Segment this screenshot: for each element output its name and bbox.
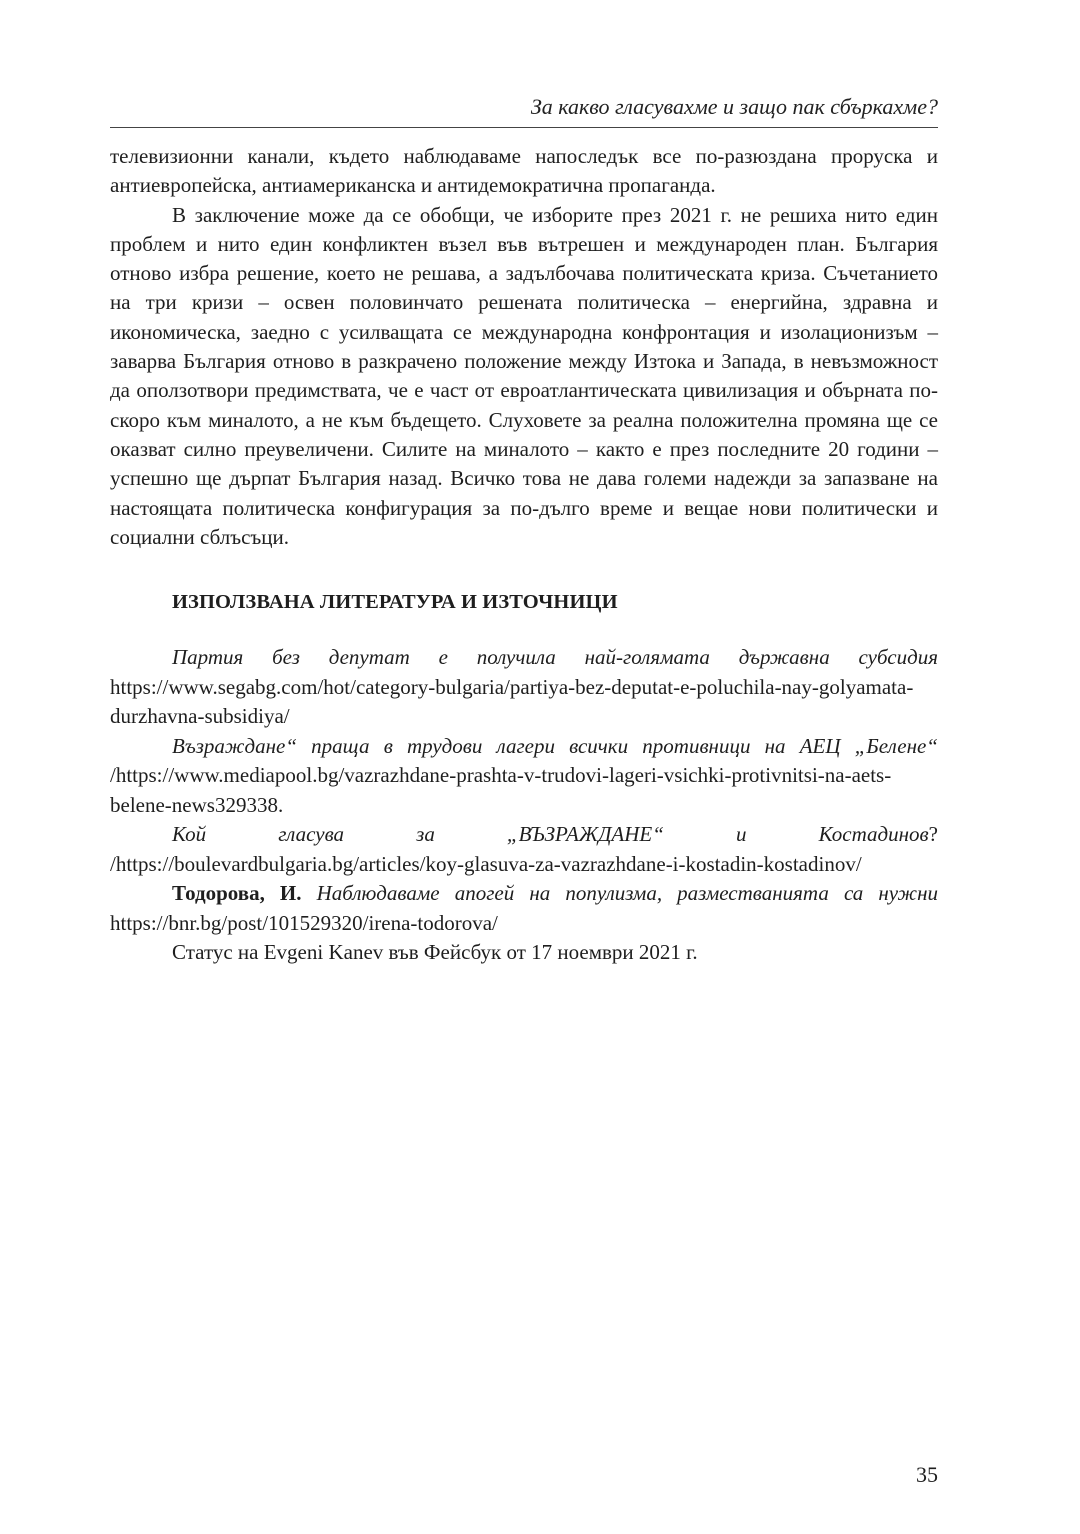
- body-text: [110, 142, 938, 968]
- running-header: За какво гласувахме и защо пак сбъркахме?: [530, 94, 938, 119]
- paragraph-continued: телевизионни канали, където наблюдаваме напоследък все по-разюздана проруска и антиевропейска, антиамериканска и антидемократична пропаганда.: [110, 144, 938, 198]
- reference-title: Партия без депутат е получила най-голямата държавна субсидия: [172, 645, 938, 670]
- reference-text: https://www.segabg.com/hot/category-bulgaria/partiya-bez-deputat-e-poluchila-nay-golyamata-durzhavna-subsidiya/: [110, 674, 914, 729]
- reference-text: /https://www.mediapool.bg/vazrazhdane-prashta-v-trudovi-lageri-vsichki-protivnitsi-na-aets-belene-news329338.: [110, 763, 892, 817]
- header-rule: [110, 127, 938, 128]
- reference-item: [110, 820, 938, 879]
- reference-item: [110, 938, 938, 968]
- reference-item: [110, 643, 938, 732]
- reference-title: Възраждане“ праща в трудови лагери всички противници на АЕЦ „Белене“: [172, 733, 938, 758]
- reference-author: Тодорова, И.: [172, 881, 302, 906]
- reference-item: [110, 879, 938, 938]
- references-list: [110, 643, 938, 968]
- reference-item: [110, 732, 938, 821]
- reference-title: Кой гласува за „ВЪЗРАЖДАНЕ“ и Костадинов: [172, 822, 929, 847]
- document-page: [110, 0, 938, 1534]
- reference-title: Наблюдаваме апогей на популизма, разместванията са нужни: [301, 881, 938, 906]
- reference-text: https://bnr.bg/post/101529320/irena-todorova/: [110, 910, 498, 935]
- page-number: 35: [916, 1462, 938, 1487]
- reference-text: Статус на Evgeni Kanev във Фейсбук от 17 ноември 2021 г.: [172, 940, 698, 965]
- references-heading: ИЗПОЛЗВАНА ЛИТЕРАТУРА И ИЗТОЧНИЦИ: [172, 591, 618, 614]
- reference-text: ? /https://boulevardbulgaria.bg/articles/koy-glasuva-za-vazrazhdane-i-kostadin-kostadinov/: [110, 822, 938, 876]
- paragraph-conclusion: В заключение може да се обобщи, че изборите през 2021 г. не решиха нито един проблем и нито един конфликтен възел във вътрешен и международен план. България отново избра решение, което не решава, а задълбочава политическата криза. Съчетанието на три кризи – освен половинчато решената политическа – енергийна, здравна и икономическа, заедно с усилващата се международна конфронтация и изолационизъм – заварва България отново в разкрачено положение между Изтока и Запада, в невъзможност да оползотвори предимствата, че е част от евроатлантическата цивилизация и обърната по-скоро към миналото, а не към бъдещето. Слуховете за реална положителна промяна ще се оказват силно преувеличени. Силите на миналото – както е през последните 20 години – успешно ще дърпат България назад. Всичко това не дава големи надежди за запазване на настоящата политическа конфигурация за по-дълго време и вещае нови политически и социални сблъсъци.: [110, 202, 938, 549]
